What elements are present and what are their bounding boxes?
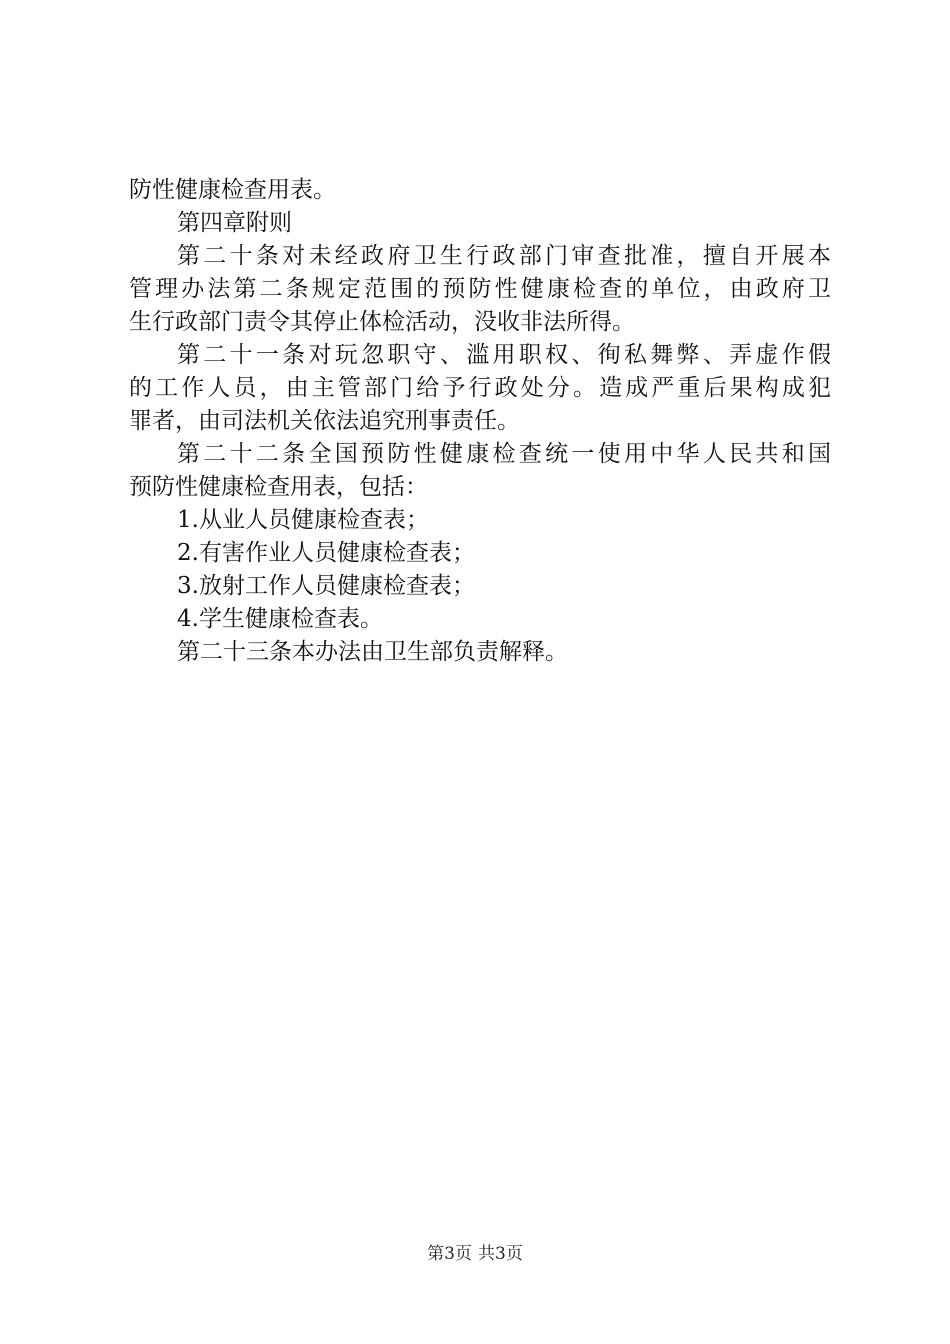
text-line: 第二十二条全国预防性健康检查统一使用中华人民共和国 <box>177 441 831 467</box>
chapter-heading: 第四章附则 <box>177 210 292 236</box>
list-item: 1.从业人员健康检查表； <box>177 507 429 533</box>
page-number: 第3页 <box>427 1244 472 1264</box>
text-line: 的工作人员，由主管部门给予行政处分。造成严重后果构成犯 <box>129 375 831 401</box>
list-item: 3.放射工作人员健康检查表； <box>177 573 475 599</box>
text-line: 第二十三条本办法由卫生部负责解释。 <box>177 639 568 665</box>
page-footer <box>0 1242 950 1266</box>
document-body <box>129 174 831 669</box>
text-line: 第二十条对未经政府卫生行政部门审查批准，擅自开展本 <box>177 243 831 269</box>
list-item: 4.学生健康检查表。 <box>177 606 383 632</box>
text-line: 罪者，由司法机关依法追究刑事责任。 <box>129 408 520 434</box>
page-total: 共3页 <box>478 1244 523 1264</box>
text-line: 防性健康检查用表。 <box>129 177 336 203</box>
text-line: 第二十一条对玩忽职守、滥用职权、徇私舞弊、弄虚作假 <box>177 342 831 368</box>
list-item: 2.有害作业人员健康检查表； <box>177 540 475 566</box>
text-line: 生行政部门责令其停止体检活动，没收非法所得。 <box>129 309 635 335</box>
text-line: 预防性健康检查用表，包括： <box>129 474 428 500</box>
text-line: 管理办法第二条规定范围的预防性健康检查的单位，由政府卫 <box>129 276 831 302</box>
